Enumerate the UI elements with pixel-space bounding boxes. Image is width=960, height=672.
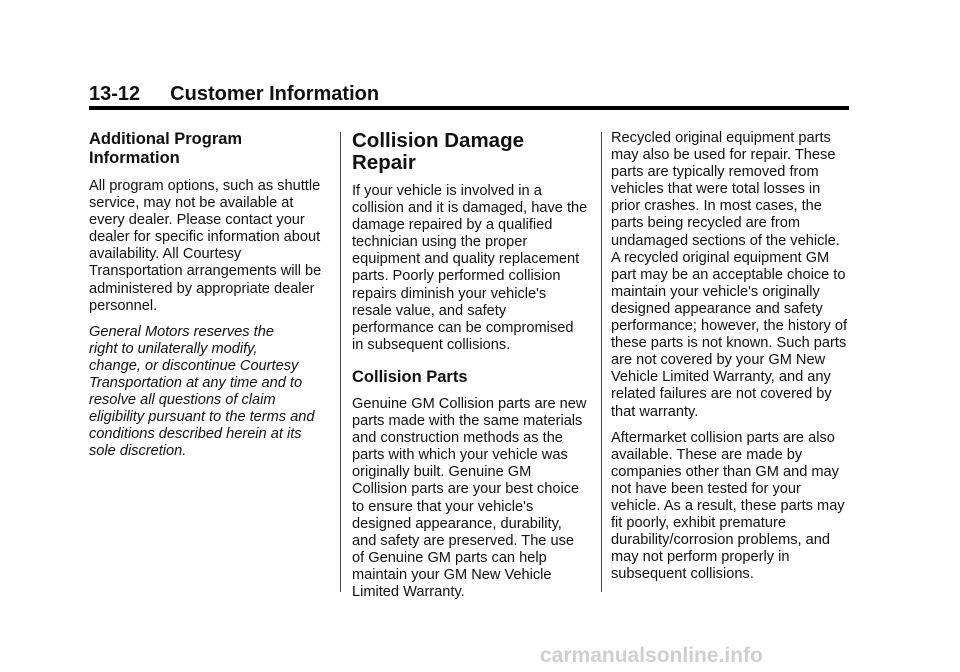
collision-intro-paragraph: If your vehicle is involved in a collision and it is damaged, have the damage repaired by a qualified technician using the proper equipment and quality replacement parts. Poorly performed collision repairs diminish your vehicle's resale value, and safety performance can be compromised in subsequent collisions.	[352, 183, 588, 353]
additional-program-heading: Additional Program Information	[89, 130, 243, 167]
genuine-parts-paragraph: Genuine GM Collision parts are new parts made with the same materials and construction methods as the parts with which your vehicle was originally built. Genuine GM Collision parts are your best choice to ensure that your vehicle's designed appearance, durability, and safety are preserved. The use of Genuine GM parts can help maintain your GM New Vehicle Limited Warranty.	[352, 395, 587, 600]
column-left	[89, 130, 337, 470]
recycled-parts-paragraph: Recycled original equipment parts may also be used for repair. These parts are typically removed from vehicles that were total losses in prior crashes. In most cases, the parts being recycled are from undamaged sections of the vehicle. A recycled original equipment GM part may be an acceptable choice to maintain your vehicle's originally designed appearance and safety performance; however, the history of these parts is not known. Such parts are not covered by your GM New Vehicle Limited Warranty, and any related failures are not covered by that warranty.	[611, 130, 848, 420]
collision-damage-repair-heading: Collision Damage Repair	[352, 129, 525, 174]
chapter-title: Customer Information	[170, 83, 380, 105]
collision-parts-heading: Collision Parts	[352, 367, 468, 386]
program-options-paragraph: All program options, such as shuttle service, may not be available at every dealer. Please contact your dealer for specific information about availability. All Courtesy Transportation arrangements will be administered by appropriate dealer personnel.	[89, 178, 322, 314]
page-number: 13-12	[89, 83, 141, 105]
watermark: carmanualsonline.info	[540, 644, 763, 667]
column-right	[611, 130, 856, 592]
column-middle	[352, 130, 592, 610]
column-divider	[340, 132, 341, 592]
column-divider	[601, 132, 602, 592]
aftermarket-parts-paragraph: Aftermarket collision parts are also available. These are made by companies other than GM and may not have been tested for your vehicle. As a result, these parts may fit poorly, exhibit premature durability/corrosion problems, and may not perform properly in subsequent collisions.	[611, 429, 845, 583]
page-header	[89, 80, 849, 110]
gm-reserves-paragraph: General Motors reserves the right to unilaterally modify, change, or discontinue Courtesy Transportation at any time and to resolve all questions of claim eligibility pursuant to the terms and conditions described herein at its sole discretion.	[89, 323, 315, 460]
